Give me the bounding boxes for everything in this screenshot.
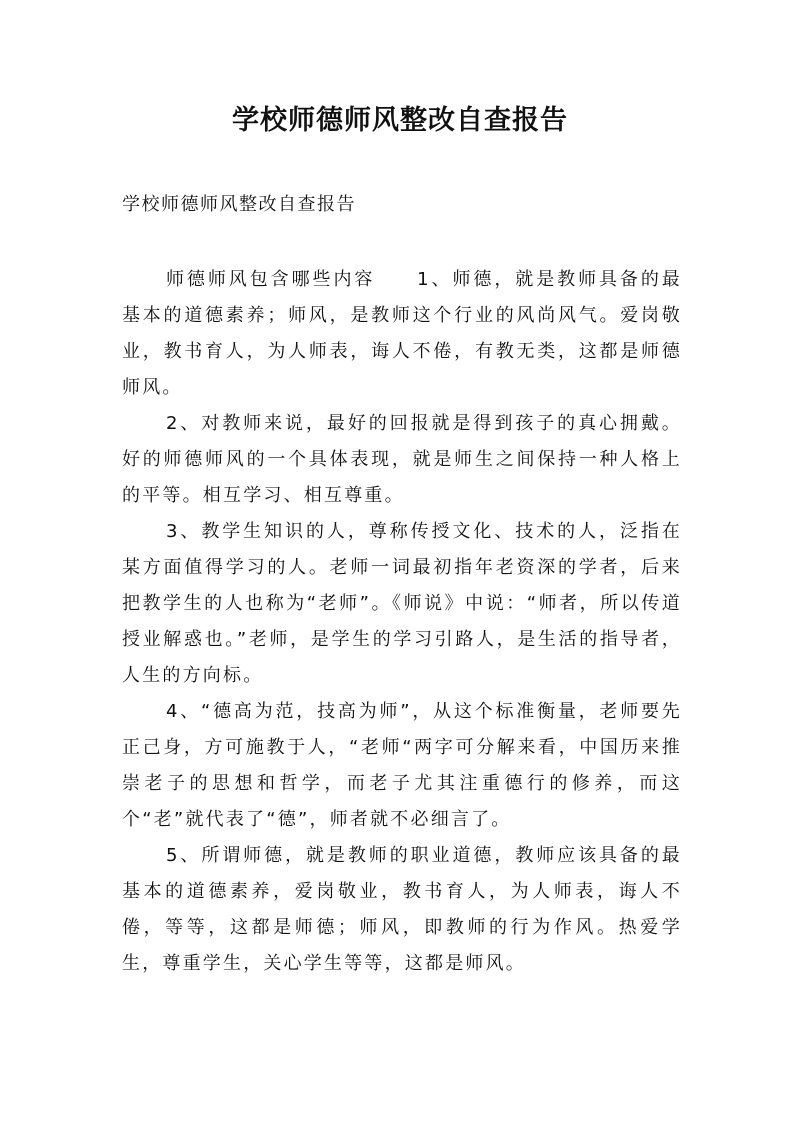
paragraph-1: 师德师风包含哪些内容 1、师德，就是教师具备的最基本的道德素养；师风，是教师这个行业的风尚风气。爱岗敬业，教书育人，为人师表，诲人不倦，有教无类，这都是师德师风。 (122, 269, 682, 398)
paragraph-4: 4、“德高为范，技高为师”，从这个标准衡量，老师要先正己身，方可施教于人，“老师“两字可分解来看，中国历来推崇老子的思想和哲学，而老子尤其注重德行的修养，而这个“老”就代表了“德”，师者就不必细言了。 (122, 701, 682, 830)
document-title: 学校师德师风整改自查报告 (232, 105, 568, 136)
document-subtitle: 学校师德师风整改自查报告 (122, 194, 356, 215)
paragraph-2: 2、对教师来说，最好的回报就是得到孩子的真心拥戴。好的师德师风的一个具体表现，就是师生之间保持一种人格上的平等。相互学习、相互尊重。 (122, 413, 682, 506)
paragraph-5: 5、所谓师德，就是教师的职业道德，教师应该具备的最基本的道德素养，爱岗敬业，教书育人，为人师表，诲人不倦，等等，这都是师德；师风，即教师的行为作风。热爱学生，尊重学生，关心学生等等，这都是师风。 (122, 845, 682, 974)
document-body (122, 262, 682, 982)
paragraph-3: 3、教学生知识的人，尊称传授文化、技术的人，泛指在某方面值得学习的人。老师一词最初指年老资深的学者，后来把教学生的人也称为“老师”。《师说》中说：“师者，所以传道授业解惑也。”老师，是学生的学习引路人，是生活的指导者，人生的方向标。 (122, 521, 682, 686)
